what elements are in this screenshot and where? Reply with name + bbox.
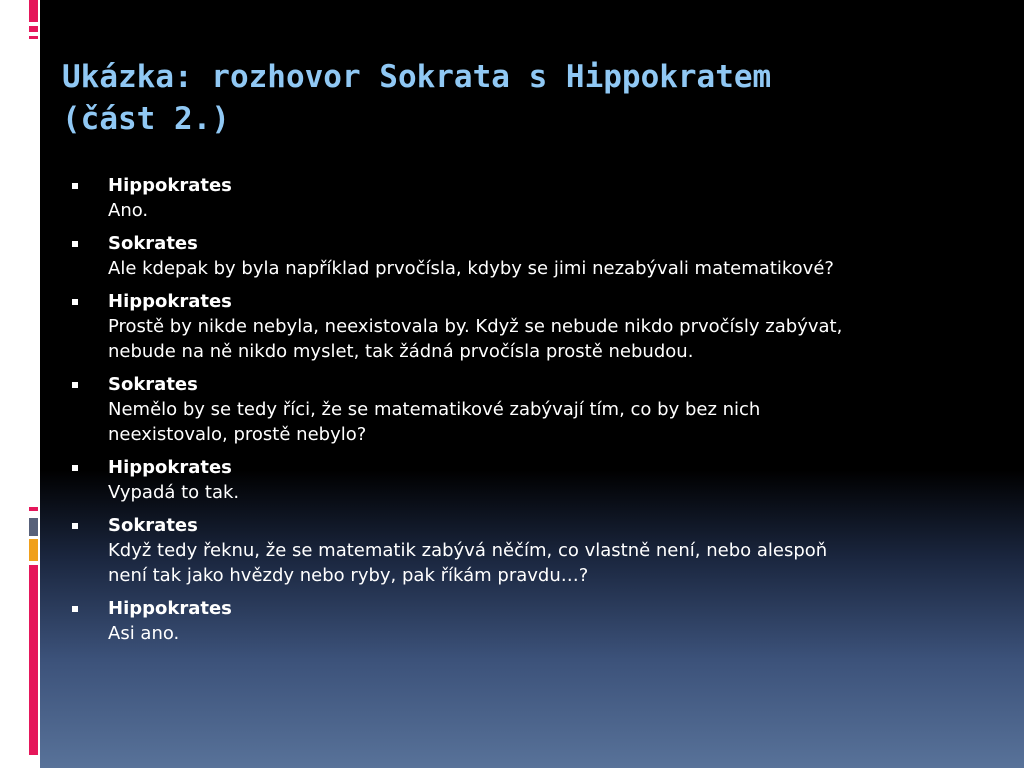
square-bullet-icon — [72, 183, 78, 189]
speech-line: Nemělo by se tedy říci, že se matematikové zabývají tím, co by bez nich — [108, 399, 761, 420]
square-bullet-icon — [72, 606, 78, 612]
speaker-name: Sokrates — [108, 374, 198, 395]
dialogue-item — [70, 596, 970, 646]
speech-line: neexistovalo, prostě nebylo? — [108, 424, 367, 445]
accent-bar-red-bottom-2 — [29, 565, 38, 755]
accent-bar-red-bottom-1 — [29, 507, 38, 511]
speaker-name: Hippokrates — [108, 291, 232, 312]
speaker-name: Hippokrates — [108, 175, 232, 196]
accent-bar-orange — [29, 539, 38, 561]
square-bullet-icon — [72, 299, 78, 305]
dialogue-item — [70, 513, 970, 588]
square-bullet-icon — [72, 382, 78, 388]
dialogue-item — [70, 173, 970, 223]
speaker-name: Sokrates — [108, 233, 198, 254]
accent-bar-gray — [29, 518, 38, 536]
speech-line: není tak jako hvězdy nebo ryby, pak říkám pravdu…? — [108, 565, 589, 586]
speech-line: Asi ano. — [108, 623, 180, 644]
square-bullet-icon — [72, 465, 78, 471]
speech-line: Vypadá to tak. — [108, 482, 240, 503]
speech-line: nebude na ně nikdo myslet, tak žádná prvočísla prostě nebudou. — [108, 341, 694, 362]
dialogue-item — [70, 372, 970, 447]
slide-title — [62, 56, 962, 140]
dialogue-item — [70, 455, 970, 505]
speaker-name: Hippokrates — [108, 457, 232, 478]
speech-line: Ale kdepak by byla například prvočísla, kdyby se jimi nezabývali matematikové? — [108, 258, 834, 279]
accent-bar-red-top-1 — [29, 0, 38, 22]
speech-line: Ano. — [108, 200, 149, 221]
speaker-name: Sokrates — [108, 515, 198, 536]
accent-bar-red-top-2 — [29, 26, 38, 32]
speech-line: Prostě by nikde nebyla, neexistovala by. Když se nebude nikdo prvočísly zabývat, — [108, 316, 843, 337]
dialogue-list — [70, 173, 970, 654]
speaker-name: Hippokrates — [108, 598, 232, 619]
accent-bar-red-top-3 — [29, 36, 38, 39]
speech-line: Když tedy řeknu, že se matematik zabývá něčím, co vlastně není, nebo alespoň — [108, 540, 828, 561]
square-bullet-icon — [72, 241, 78, 247]
dialogue-item — [70, 289, 970, 364]
dialogue-item — [70, 231, 970, 281]
left-decor-strip — [0, 0, 40, 768]
slide-title-line-1: Ukázka: rozhovor Sokrata s Hippokratem — [62, 59, 772, 95]
slide-title-line-2: (část 2.) — [62, 101, 230, 137]
square-bullet-icon — [72, 523, 78, 529]
